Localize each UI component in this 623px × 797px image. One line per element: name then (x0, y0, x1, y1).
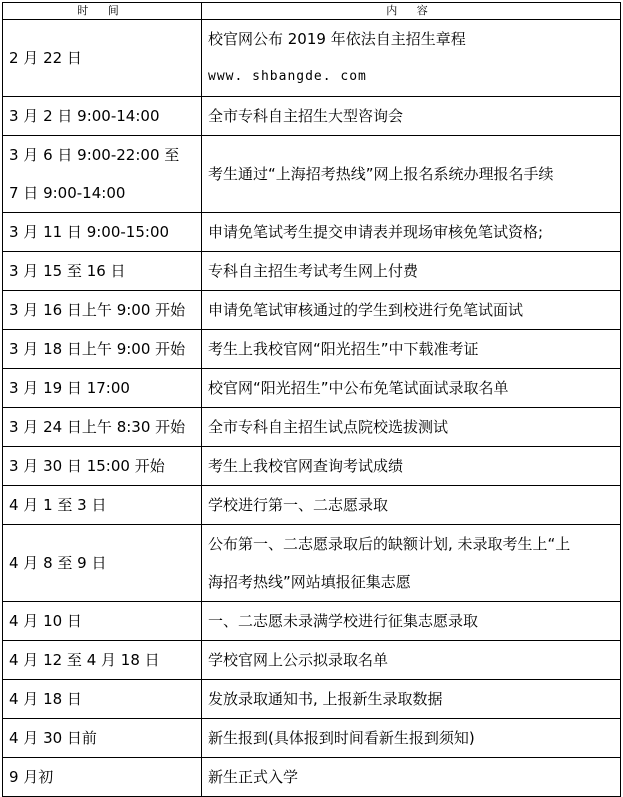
time-cell: 3 月 16 日上午 9:00 开始 (3, 291, 202, 330)
content-cell: 新生报到(具体报到时间看新生报到须知) (202, 719, 621, 758)
table-row (3, 369, 621, 408)
time-cell: 3 月 30 日 15:00 开始 (3, 447, 202, 486)
content-cell: 一、二志愿未录满学校进行征集志愿录取 (202, 602, 621, 641)
table-row (3, 486, 621, 525)
time-cell: 3 月 11 日 9:00-15:00 (3, 213, 202, 252)
table-row (3, 602, 621, 641)
content-cell (202, 525, 621, 602)
content-line: 公布第一、二志愿录取后的缺额计划, 未录取考生上“上 (208, 535, 571, 553)
content-cell: 新生正式入学 (202, 758, 621, 797)
content-cell: 申请免笔试考生提交申请表并现场审核免笔试资格; (202, 213, 621, 252)
time-cell: 3 月 24 日上午 8:30 开始 (3, 408, 202, 447)
content-column-header: 内 容 (202, 3, 621, 20)
content-cell: 校官网“阳光招生”中公布免笔试面试录取名单 (202, 369, 621, 408)
time-cell: 4 月 12 至 4 月 18 日 (3, 641, 202, 680)
content-cell: 全市专科自主招生试点院校选拔测试 (202, 408, 621, 447)
time-cell: 3 月 2 日 9:00-14:00 (3, 97, 202, 136)
table-row (3, 20, 621, 97)
time-line: 7 日 9:00-14:00 (9, 184, 126, 202)
table-row (3, 291, 621, 330)
time-cell (3, 136, 202, 213)
table-row (3, 680, 621, 719)
content-cell: 申请免笔试审核通过的学生到校进行免笔试面试 (202, 291, 621, 330)
table-row (3, 136, 621, 213)
content-cell: 考生通过“上海招考热线”网上报名系统办理报名手续 (202, 136, 621, 213)
schedule-table (2, 2, 621, 797)
table-row (3, 213, 621, 252)
time-cell: 9 月初 (3, 758, 202, 797)
header-row (3, 3, 621, 20)
content-line: 校官网公布 2019 年依法自主招生章程 (208, 30, 466, 48)
table-row (3, 447, 621, 486)
table-row (3, 252, 621, 291)
content-cell: 考生上我校官网“阳光招生”中下载准考证 (202, 330, 621, 369)
time-column-header: 时 间 (3, 3, 202, 20)
content-cell: 学校官网上公示拟录取名单 (202, 641, 621, 680)
table-row (3, 641, 621, 680)
content-cell: 专科自主招生考试考生网上付费 (202, 252, 621, 291)
table-row (3, 758, 621, 797)
time-cell: 4 月 18 日 (3, 680, 202, 719)
time-cell: 3 月 19 日 17:00 (3, 369, 202, 408)
content-cell: 全市专科自主招生大型咨询会 (202, 97, 621, 136)
time-line: 3 月 6 日 9:00-22:00 至 (9, 146, 180, 164)
table-row (3, 719, 621, 758)
time-cell: 3 月 18 日上午 9:00 开始 (3, 330, 202, 369)
content-cell: 考生上我校官网查询考试成绩 (202, 447, 621, 486)
time-cell: 4 月 10 日 (3, 602, 202, 641)
content-cell (202, 20, 621, 97)
table-row (3, 525, 621, 602)
time-cell: 4 月 8 至 9 日 (3, 525, 202, 602)
table-row (3, 330, 621, 369)
content-cell: 发放录取通知书, 上报新生录取数据 (202, 680, 621, 719)
website-url: www. shbangde. com (208, 69, 367, 84)
time-cell: 4 月 30 日前 (3, 719, 202, 758)
content-line: 海招考热线”网站填报征集志愿 (208, 573, 411, 591)
time-cell: 2 月 22 日 (3, 20, 202, 97)
table-row (3, 97, 621, 136)
content-cell: 学校进行第一、二志愿录取 (202, 486, 621, 525)
time-cell: 4 月 1 至 3 日 (3, 486, 202, 525)
table-row (3, 408, 621, 447)
time-cell: 3 月 15 至 16 日 (3, 252, 202, 291)
